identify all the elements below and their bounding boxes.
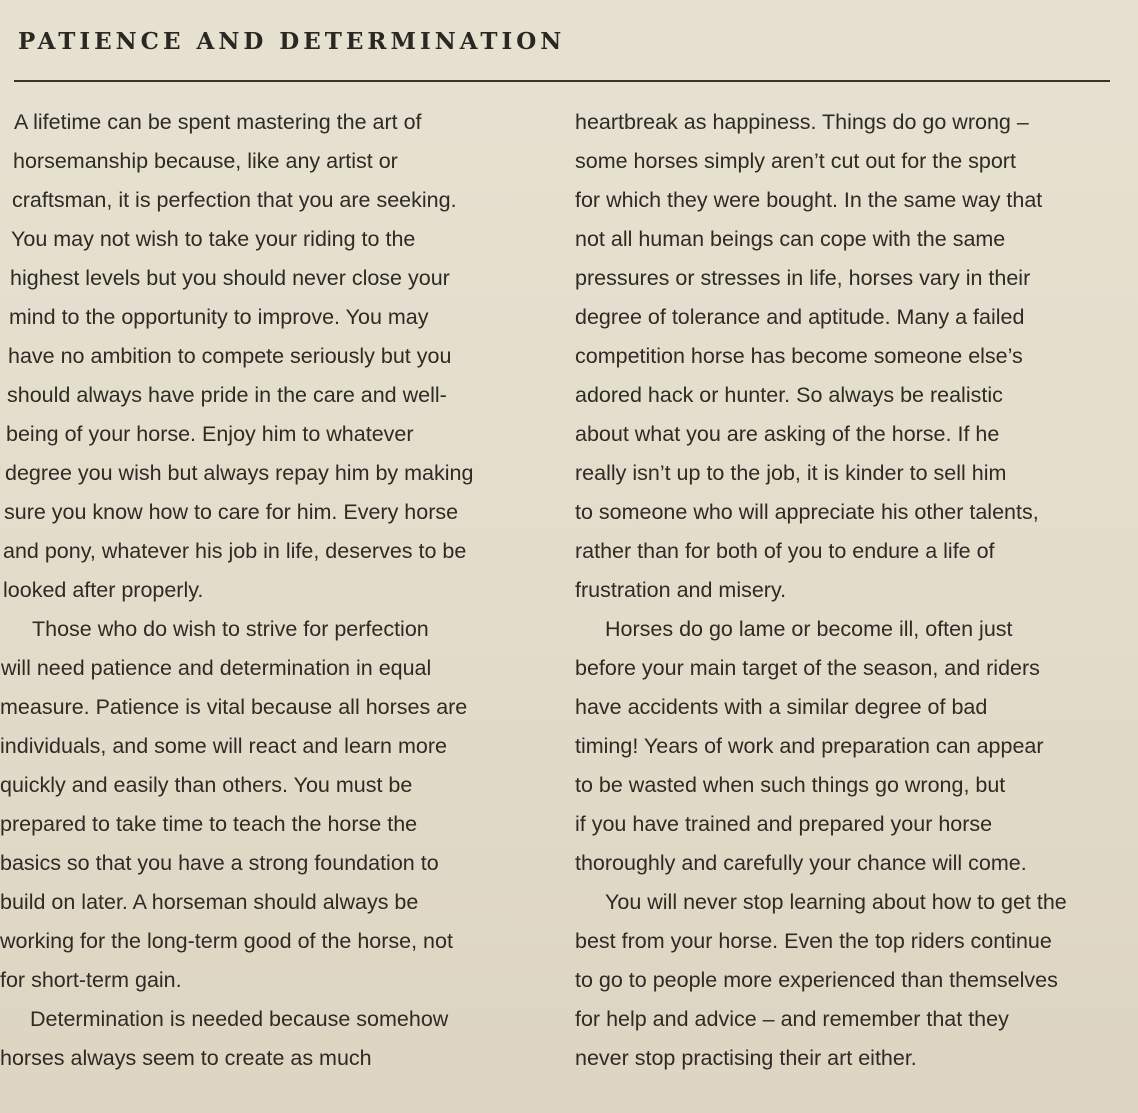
left-line-19: prepared to take time to teach the horse the bbox=[0, 812, 418, 836]
right-line-2: some horses simply aren’t cut out for the sport bbox=[575, 149, 1016, 173]
heading-rule bbox=[14, 80, 1110, 82]
right-line-11: to someone who will appreciate his other talents, bbox=[575, 500, 1039, 524]
right-line-25: never stop practising their art either. bbox=[575, 1046, 917, 1070]
left-line-21: build on later. A horseman should always be bbox=[0, 890, 419, 914]
right-line-10: really isn’t up to the job, it is kinder to sell him bbox=[575, 461, 1007, 485]
right-line-9: about what you are asking of the horse. If he bbox=[575, 422, 1000, 446]
right-line-1: heartbreak as happiness. Things do go wrong – bbox=[575, 110, 1029, 134]
right-line-8: adored hack or hunter. So always be realistic bbox=[575, 383, 1003, 407]
right-line-19: if you have trained and prepared your horse bbox=[575, 812, 993, 836]
right-line-15: before your main target of the season, and riders bbox=[575, 656, 1040, 680]
left-line-17: individuals, and some will react and learn more bbox=[0, 734, 447, 758]
right-line-14: Horses do go lame or become ill, often just bbox=[605, 617, 1013, 641]
left-column bbox=[0, 103, 545, 1078]
right-line-18: to be wasted when such things go wrong, but bbox=[575, 773, 1006, 797]
right-line-23: to go to people more experienced than themselves bbox=[575, 968, 1058, 992]
left-line-1: A lifetime can be spent mastering the art of bbox=[14, 110, 422, 134]
left-line-8: should always have pride in the care and well- bbox=[7, 383, 447, 407]
right-line-4: not all human beings can cope with the same bbox=[575, 227, 1006, 251]
left-line-7: have no ambition to compete seriously but you bbox=[8, 344, 452, 368]
left-line-4: You may not wish to take your riding to the bbox=[11, 227, 416, 251]
left-line-3: craftsman, it is perfection that you are seeking. bbox=[12, 188, 457, 212]
left-line-13: looked after properly. bbox=[3, 578, 204, 602]
left-line-11: sure you know how to care for him. Every horse bbox=[4, 500, 459, 524]
left-line-9: being of your horse. Enjoy him to whatever bbox=[6, 422, 414, 446]
left-line-22: working for the long-term good of the horse, not bbox=[0, 929, 453, 953]
left-line-14: Those who do wish to strive for perfection bbox=[32, 617, 429, 641]
left-line-18: quickly and easily than others. You must be bbox=[0, 773, 413, 797]
right-line-20: thoroughly and carefully your chance will come. bbox=[575, 851, 1027, 875]
left-line-12: and pony, whatever his job in life, deserves to be bbox=[3, 539, 467, 563]
right-line-6: degree of tolerance and aptitude. Many a failed bbox=[575, 305, 1025, 329]
right-column bbox=[575, 103, 1120, 1078]
left-line-25: horses always seem to create as much bbox=[0, 1046, 372, 1070]
left-line-6: mind to the opportunity to improve. You may bbox=[9, 305, 429, 329]
right-line-12: rather than for both of you to endure a life of bbox=[575, 539, 995, 563]
left-line-20: basics so that you have a strong foundation to bbox=[0, 851, 439, 875]
left-line-16: measure. Patience is vital because all horses are bbox=[0, 695, 468, 719]
right-line-21: You will never stop learning about how to get the bbox=[605, 890, 1067, 914]
right-line-16: have accidents with a similar degree of bad bbox=[575, 695, 988, 719]
left-line-24: Determination is needed because somehow bbox=[30, 1007, 449, 1031]
right-line-22: best from your horse. Even the top riders continue bbox=[575, 929, 1052, 953]
right-line-13: frustration and misery. bbox=[575, 578, 787, 602]
right-line-7: competition horse has become someone else’s bbox=[575, 344, 1023, 368]
right-line-17: timing! Years of work and preparation can appear bbox=[575, 734, 1044, 758]
left-line-23: for short-term gain. bbox=[0, 968, 182, 992]
right-line-3: for which they were bought. In the same way that bbox=[575, 188, 1043, 212]
left-line-10: degree you wish but always repay him by making bbox=[5, 461, 474, 485]
left-line-15: will need patience and determination in equal bbox=[1, 656, 432, 680]
right-line-24: for help and advice – and remember that they bbox=[575, 1007, 1009, 1031]
right-line-5: pressures or stresses in life, horses vary in their bbox=[575, 266, 1031, 290]
section-heading: PATIENCE AND DETERMINATION bbox=[18, 28, 566, 55]
left-line-5: highest levels but you should never close your bbox=[10, 266, 450, 290]
left-line-2: horsemanship because, like any artist or bbox=[13, 149, 398, 173]
